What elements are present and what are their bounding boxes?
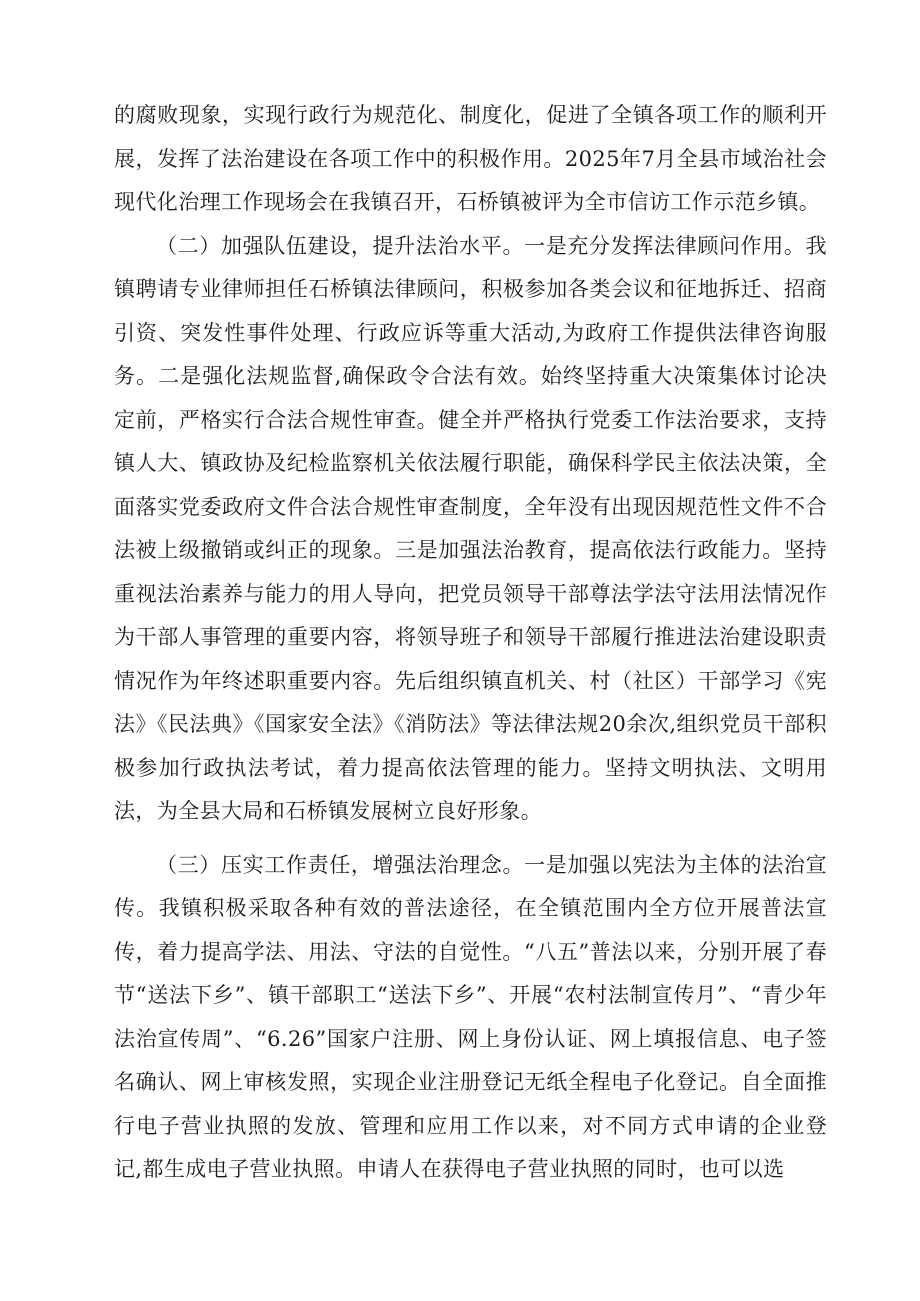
paragraph-2: （二）加强队伍建设，提升法治水平。一是充分发挥法律顾问作用。我镇聘请专业律师担任石桥镇法律顾问，积极参加各类会议和征地拆迁、招商引资、突发性事件处理、行政应诉等重大活动,为政府工作提供法律咨询服务。二是强化法规监督,确保政令合法有效。始终坚持重大决策集体讨论决定前，严格实行合法合规性审查。健全并严格执行党委工作法治要求，支持镇人大、镇政协及纪检监察机关依法履行职能，确保科学民主依法决策，全面落实党委政府文件合法合规性审查制度，全年没有出现因规范性文件不合法被上级撤销或纠正的现象。三是加强法治教育，提高依法行政能力。坚持重视法治素养与能力的用人导向，把党员领导干部尊法学法守法用法情况作为干部人事管理的重要内容，将领导班子和领导干部履行推进法治建设职责情况作为年终述职重要内容。先后组织镇直机关、村（社区）干部学习《宪法》《民法典》《国家安全法》《消防法》等法律法规20余次,组织党员干部积极参加行政执法考试，着力提高依法管理的能力。坚持文明执法、文明用法，为全县大局和石桥镇发展树立良好形象。 [114,233,827,823]
paragraph-gap [114,834,827,844]
paragraph-1: 的腐败现象，实现行政行为规范化、制度化，促进了全镇各项工作的顺利开展，发挥了法治建设在各项工作中的积极作用。2025年7月全县市域治社会现代化治理工作现场会在我镇召开，石桥镇被评为全市信访工作示范乡镇。 [114,103,827,214]
document-body [114,94,827,1192]
paragraph-3: （三）压实工作责任，增强法治理念。一是加强以宪法为主体的法治宣传。我镇积极采取各种有效的普法途径，在全镇范围内全方位开展普法宣传，着力提高学法、用法、守法的自觉性。“八五”普法以来，分别开展了春节“送法下乡”、镇干部职工“送法下乡”、开展“农村法制宣传月”、“青少年法治宣传周”、“6.26”国家户注册、网上身份认证、网上填报信息、电子签名确认、网上审核发照，实现企业注册登记无纸全程电子化登记。自全面推行电子营业执照的发放、管理和应用工作以来，对不同方式申请的企业登记,都生成电子营业执照。申请人在获得电子营业执照的同时，也可以选 [114,852,827,1181]
